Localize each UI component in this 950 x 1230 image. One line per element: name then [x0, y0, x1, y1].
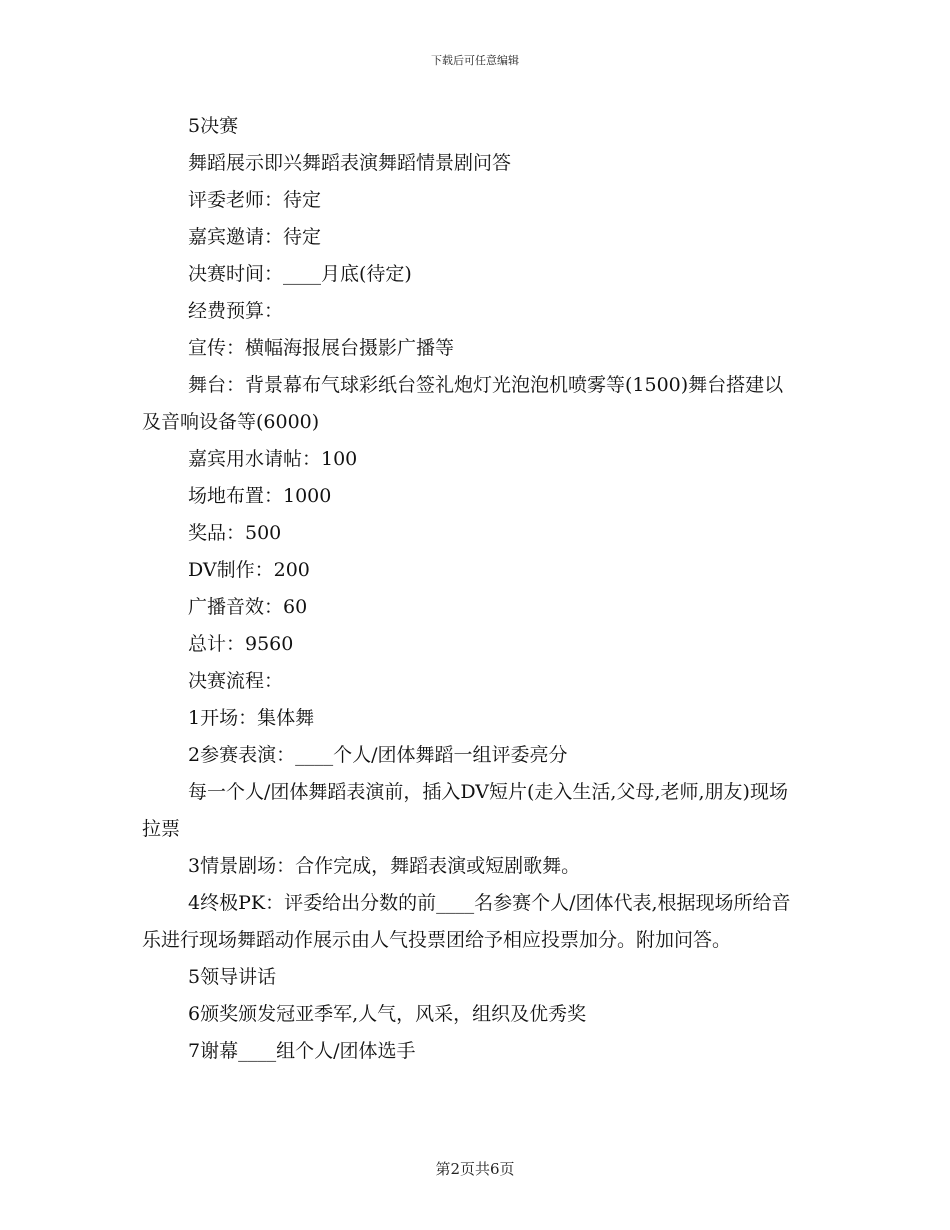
paragraph: 1开场：集体舞 [188, 707, 315, 729]
paragraph: 场地布置：1000 [188, 485, 332, 507]
paragraph: 6颁奖颁发冠亚季军,人气，风采，组织及优秀奖 [188, 1003, 587, 1025]
paragraph: 决赛流程： [188, 670, 284, 692]
paragraph: 2参赛表演：____个人/团体舞蹈一组评委亮分 [188, 744, 568, 766]
paragraph: 5决赛 [188, 115, 239, 137]
paragraph: 5领导讲话 [188, 966, 277, 988]
paragraph: 奖品：500 [188, 522, 282, 544]
paragraph: 每一个人/团体舞蹈表演前，插入DV短片(走入生活,父母,老师,朋友)现场拉票 [142, 781, 788, 840]
paragraph: 决赛时间：____月底(待定) [188, 263, 412, 285]
paragraph: 广播音效：60 [188, 596, 308, 618]
document-body [142, 108, 802, 1070]
paragraph: 嘉宾用水请帖：100 [188, 448, 358, 470]
paragraph: 评委老师：待定 [188, 189, 322, 211]
paragraph: 舞蹈展示即兴舞蹈表演舞蹈情景剧问答 [188, 152, 512, 174]
page-footer: 第2页共6页 [435, 1160, 515, 1178]
paragraph: 宣传：横幅海报展台摄影广播等 [188, 337, 455, 359]
paragraph: 嘉宾邀请：待定 [188, 226, 322, 248]
paragraph: 总计：9560 [188, 633, 294, 655]
paragraph: DV制作：200 [188, 559, 310, 581]
paragraph: 3情景剧场：合作完成，舞蹈表演或短剧歌舞。 [188, 855, 581, 877]
page-header: 下载后可任意编辑 [431, 54, 519, 67]
paragraph: 舞台：背景幕布气球彩纸台签礼炮灯光泡泡机喷雾等(1500)舞台搭建以及音响设备等(6000) [142, 374, 784, 433]
paragraph: 4终极PK：评委给出分数的前____名参赛个人/团体代表,根据现场所给音乐进行现场舞蹈动作展示由人气投票团给予相应投票加分。附加问答。 [142, 892, 791, 951]
paragraph: 7谢幕____组个人/团体选手 [188, 1040, 416, 1062]
paragraph: 经费预算： [188, 300, 284, 322]
